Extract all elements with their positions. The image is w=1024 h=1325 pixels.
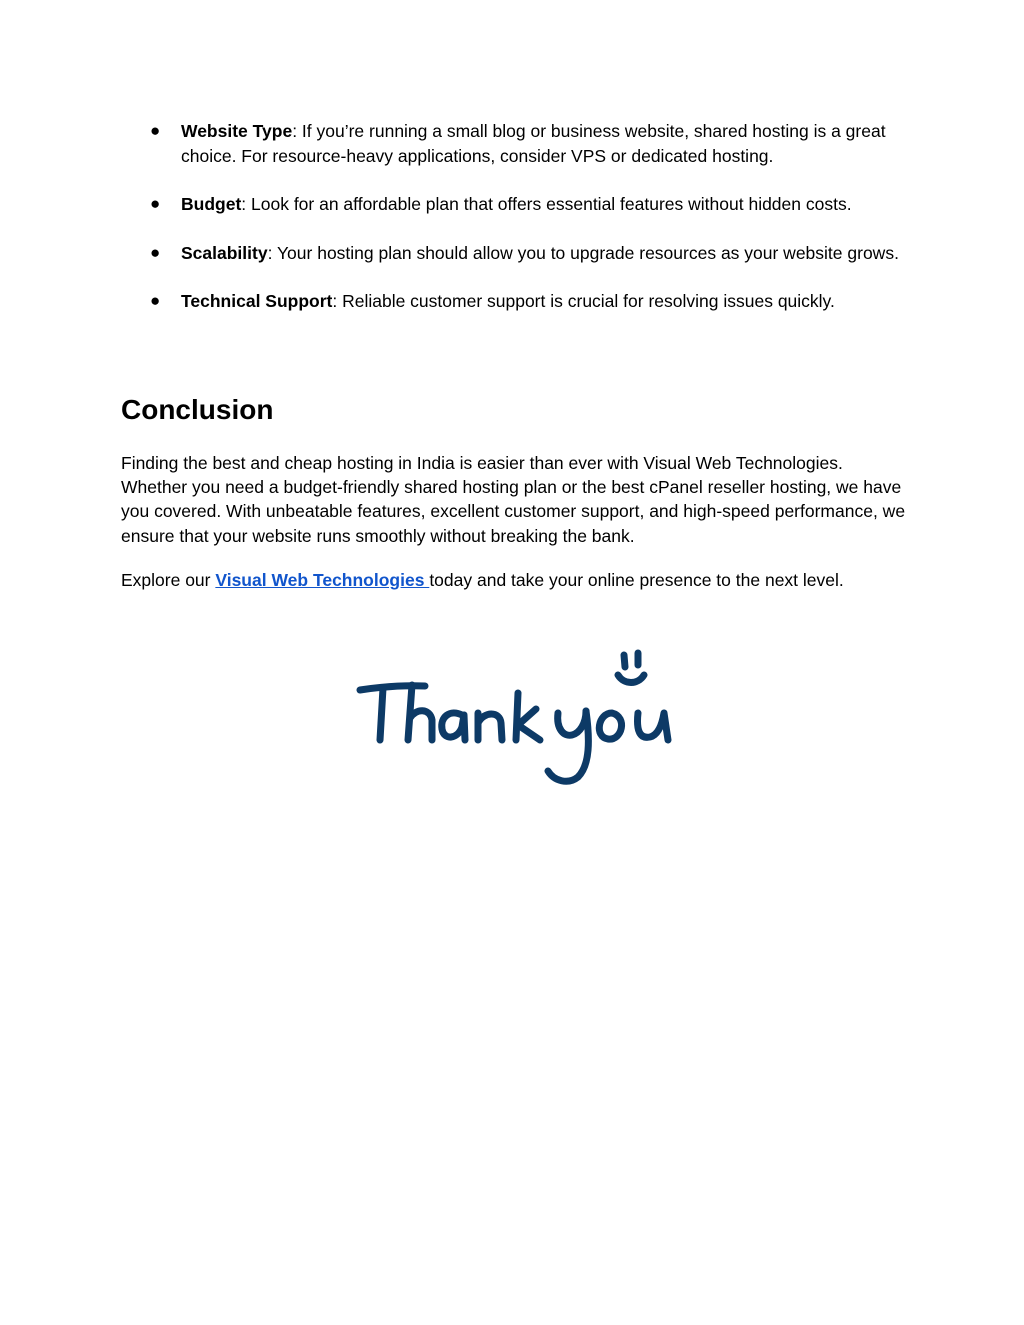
list-item: [121, 192, 911, 217]
bullet-icon: ●: [150, 121, 161, 140]
bullet-text: : Reliable customer support is crucial for resolving issues quickly.: [332, 291, 835, 311]
bullet-term: Technical Support: [181, 291, 333, 311]
visual-web-technologies-link[interactable]: Visual Web Technologies: [215, 570, 430, 590]
explore-prefix: Explore our: [121, 570, 216, 590]
bullet-icon: ●: [150, 242, 161, 262]
bullet-text: : If you’re running a small blog or business website, shared hosting is a great choice. For resource-heavy applications, consider VPS or dedicated hosting.: [181, 121, 886, 166]
list-item: [121, 119, 911, 168]
thank-you-text: Thank you: [512, 785, 518, 786]
bullet-term: Budget: [181, 194, 242, 214]
conclusion-heading: Conclusion: [121, 394, 274, 425]
considerations-list: [121, 119, 911, 338]
bullet-text: : Your hosting plan should allow you to upgrade resources as your website grows.: [267, 242, 899, 263]
thank-you-handwritten-image: [350, 645, 680, 790]
list-item: [121, 241, 911, 266]
bullet-icon: ●: [150, 194, 161, 213]
bullet-text: : Look for an affordable plan that offers essential features without hidden costs.: [241, 194, 852, 214]
explore-paragraph: [121, 568, 911, 592]
list-item: [121, 289, 911, 314]
bullet-icon: ●: [150, 291, 161, 310]
bullet-term: Scalability: [181, 242, 268, 263]
explore-suffix: today and take your online presence to the next level.: [429, 570, 844, 590]
conclusion-paragraph: Finding the best and cheap hosting in India is easier than ever with Visual Web Technologies. Whether you need a budget-friendly shared hosting plan or the best cPanel reseller hosting, we have you covered. With unbeatable features, excellent customer support, and high-speed performance, we ensure that your website runs smoothly without breaking the bank.: [121, 453, 906, 546]
bullet-term: Website Type: [181, 121, 293, 141]
